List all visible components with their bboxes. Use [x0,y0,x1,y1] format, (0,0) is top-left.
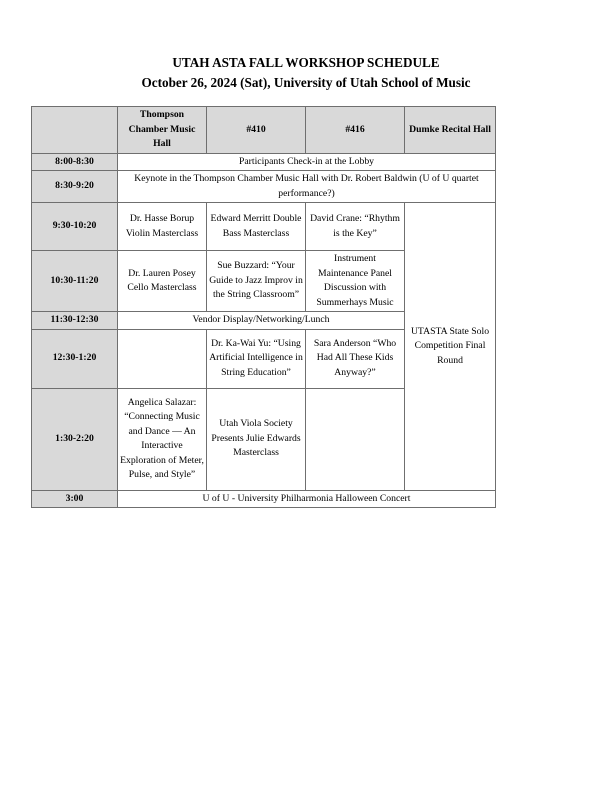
event-cell: Instrument Maintenance Panel Discussion with Summerhays Music [306,251,405,312]
event-cell: Angelica Salazar: “Connecting Music and Dance — An Interactive Exploration of Meter, Pulse, and Style” [118,388,207,490]
event-cell: Keynote in the Thompson Chamber Music Hall with Dr. Robert Baldwin (U of U quartet performance?) [118,171,496,203]
table-row [32,153,496,171]
header-dumke: Dumke Recital Hall [405,107,496,154]
time-cell: 1:30-2:20 [32,388,118,490]
header-row [32,107,496,154]
event-cell: Participants Check-in at the Lobby [118,153,496,171]
event-cell: Dr. Hasse Borup Violin Masterclass [118,203,207,251]
schedule-table [31,106,496,508]
event-cell: David Crane: “Rhythm is the Key” [306,203,405,251]
time-cell: 3:00 [32,490,118,508]
event-cell: Dr. Lauren Posey Cello Masterclass [118,251,207,312]
event-cell: Vendor Display/Networking/Lunch [118,312,405,330]
event-cell: Utah Viola Society Presents Julie Edwards Masterclass [207,388,306,490]
event-cell: Sara Anderson “Who Had All These Kids Anyway?” [306,329,405,388]
time-cell: 9:30-10:20 [32,203,118,251]
event-cell [118,329,207,388]
event-cell: U of U - University Philharmonia Halloween Concert [118,490,496,508]
header-thompson: Thompson Chamber Music Hall [118,107,207,154]
dumke-cell: UTASTA State Solo Competition Final Round [405,203,496,491]
time-cell: 8:00-8:30 [32,153,118,171]
table-row [32,203,496,251]
event-cell: Sue Buzzard: “Your Guide to Jazz Improv in the String Classroom” [207,251,306,312]
time-cell: 10:30-11:20 [32,251,118,312]
page-subtitle: October 26, 2024 (Sat), University of Utah School of Music [141,75,471,90]
time-cell: 8:30-9:20 [32,171,118,203]
header-410: #410 [207,107,306,154]
time-cell: 12:30-1:20 [32,329,118,388]
table-row [32,171,496,203]
event-cell [306,388,405,490]
page-title: UTAH ASTA FALL WORKSHOP SCHEDULE [172,55,440,70]
header-time [32,107,118,154]
event-cell: Edward Merritt Double Bass Masterclass [207,203,306,251]
table-row [32,490,496,508]
header-416: #416 [306,107,405,154]
time-cell: 11:30-12:30 [32,312,118,330]
event-cell: Dr. Ka-Wai Yu: “Using Artificial Intelligence in String Education” [207,329,306,388]
